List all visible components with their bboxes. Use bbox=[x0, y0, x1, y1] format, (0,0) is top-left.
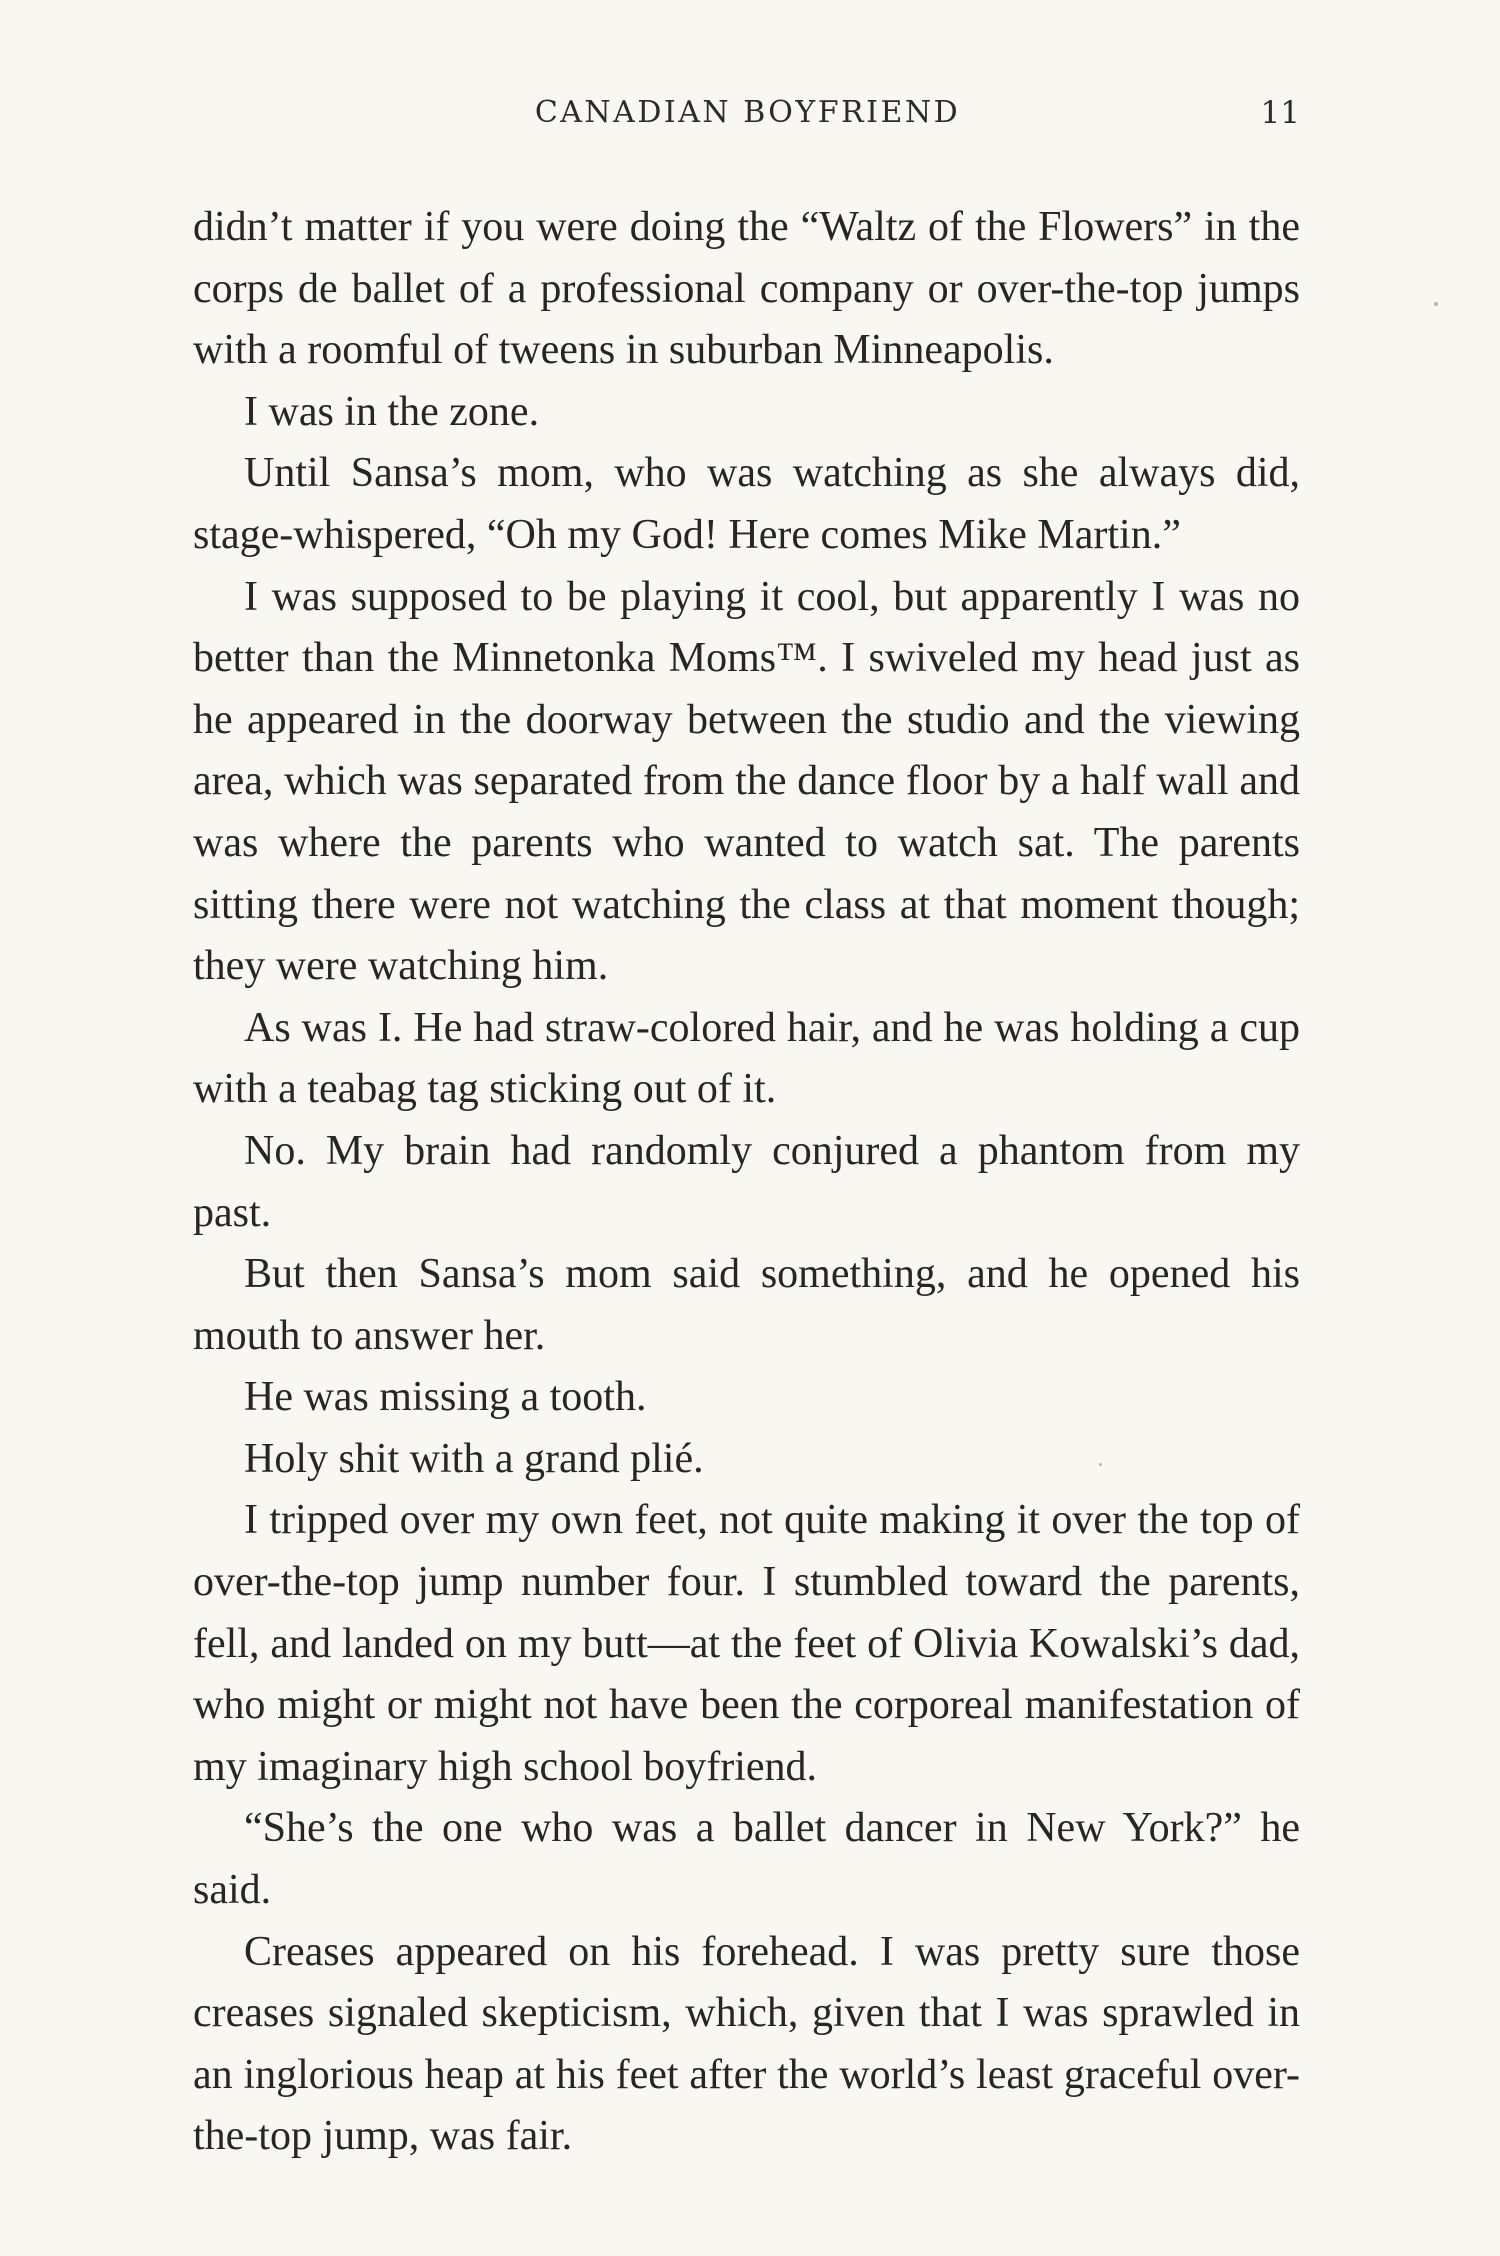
paper-speck bbox=[1434, 302, 1438, 306]
paragraph: Until Sansa’s mom, who was watching as she always did, stage-whispered, “Oh my God! Here comes Mike Martin.” bbox=[193, 450, 1300, 558]
paragraph: “She’s the one who was a ballet dancer in New York?” he said. bbox=[193, 1805, 1300, 1914]
paragraph: Holy shit with a grand plié. bbox=[244, 1435, 704, 1482]
paragraph: But then Sansa’s mom said something, and he opened his mouth to answer her. bbox=[193, 1251, 1300, 1359]
page-number: 11 bbox=[1260, 95, 1300, 131]
paragraph: I tripped over my own feet, not quite making it over the top of over-the-top jump number four. I stumbled toward the parents, fell, and landed on my butt—at the feet of Olivia Kowalski’s dad, who might or might not have been the corporeal manifestation of my imaginary high school boyfriend. bbox=[193, 1497, 1300, 1790]
paragraph: As was I. He had straw-colored hair, and he was holding a cup with a teabag tag sticking out of it. bbox=[193, 1004, 1300, 1113]
paper-speck bbox=[1099, 1463, 1102, 1466]
running-head bbox=[195, 88, 1300, 138]
paragraph: Creases appeared on his forehead. I was pretty sure those creases signaled skepticism, which, given that I was sprawled in an inglorious heap at his feet after the world’s least graceful over-the-top jump, was fair. bbox=[193, 1928, 1300, 2160]
paragraph: No. My brain had randomly conjured a phantom from my past. bbox=[193, 1127, 1300, 1236]
paragraph: didn’t matter if you were doing the “Waltz of the Flowers” in the corps de ballet of a professional company or over-the-top jumps with a roomful of tweens in suburban Minneapolis. bbox=[193, 204, 1300, 374]
running-title: CANADIAN BOYFRIEND bbox=[534, 95, 961, 130]
paragraph: He was missing a tooth. bbox=[244, 1374, 647, 1421]
body-text bbox=[193, 197, 1300, 2168]
paragraph: I was supposed to be playing it cool, but apparently I was no better than the Minnetonka Moms™. I swiveled my head just as he appeared in the doorway between the studio and the viewing area, which was separated from the dance floor by a half wall and was where the parents who wanted to watch sat. The parents sitting there were not watching the class at that moment though; they were watching him. bbox=[193, 573, 1300, 990]
paragraph: I was in the zone. bbox=[244, 388, 540, 435]
